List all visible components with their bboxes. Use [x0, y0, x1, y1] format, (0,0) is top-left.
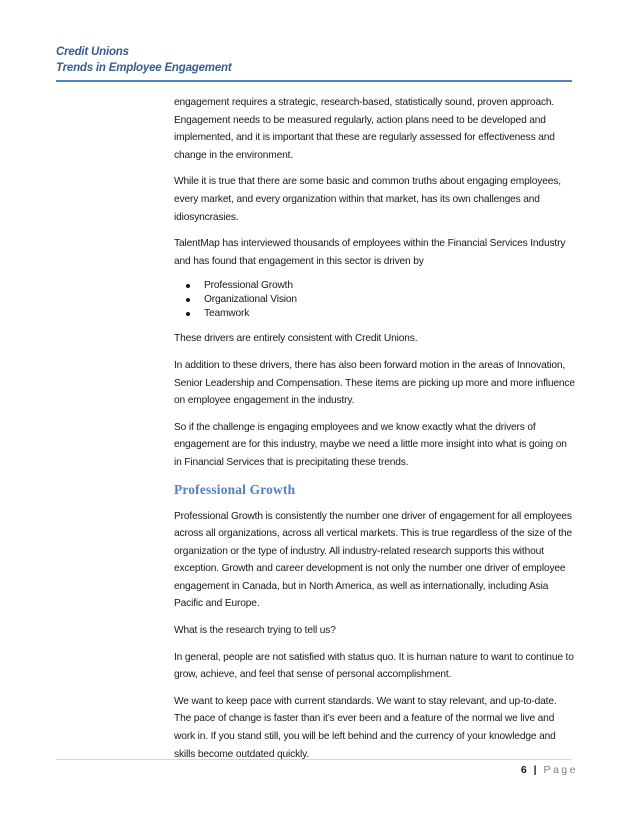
paragraph: TalentMap has interviewed thousands of employees within the Financial Services Industry and has found that engagement in this sector is driven by [174, 238, 566, 267]
section-heading: Professional Growth [174, 481, 296, 497]
paragraph: In general, people are not satisfied with status quo. It is human nature to want to continue to grow, achieve, and feel that sense of personal accomplishment. [174, 651, 574, 681]
page-number: 6 [520, 764, 527, 776]
paragraph: engagement requires a strategic, research-based, statistically sound, proven approach. Engagement needs to be measured regularly, action plans need to be developed and implemented, and it is important that these are regularly assessed for effectiveness and change in the environment. [174, 97, 555, 161]
paragraph: What is the research trying to tell us? [174, 625, 336, 637]
paragraph: We want to keep pace with current standards. We want to stay relevant, and up-to-date. The pace of change is faster than it’s ever been and a feature of the normal we live and work in. If you stand still, you will be left behind and the currency of your knowledge and skills become outdated quickly. [174, 695, 557, 760]
body-content [174, 94, 576, 772]
page-label: Page [543, 764, 578, 776]
paragraph: While it is true that there are some basic and common truths about engaging employees, every market, and every organization within that market, has its own challenges and idiosyncrasies. [174, 176, 561, 223]
page-footer [521, 764, 578, 776]
paragraph: Professional Growth is consistently the number one driver of engagement for all employees across all organizations, across all vertical markets. This is true regardless of the size of the organization or the type of industry. All industry-related research supports this without exception. Growth and career development is not only the number one driver of employee engagement in Canada, but in North America, as well as internationally, including Asia Pacific and Europe. [174, 510, 573, 610]
header-title: Credit Unions [56, 46, 129, 58]
paragraph: In addition to these drivers, there has also been forward motion in the areas of Innovation, Senior Leadership and Compensation. These items are picking up more and more influence on employee engagement in the industry. [174, 359, 575, 407]
drivers-list [174, 279, 576, 321]
footer-separator: | [533, 764, 537, 776]
header-subtitle: Trends in Employee Engagement [56, 62, 232, 74]
paragraph: These drivers are entirely consistent with Credit Unions. [174, 333, 418, 345]
list-item: Organizational Vision [204, 293, 576, 307]
header-divider [56, 80, 572, 82]
list-item: Professional Growth [204, 279, 576, 293]
footer-divider [56, 759, 572, 760]
document-header [56, 44, 231, 76]
paragraph: So if the challenge is engaging employees and we know exactly what the drivers of engagement are for this industry, maybe we need a little more insight into what is going on in Financial Services that is precipitating these trends. [174, 421, 567, 468]
list-item: Teamwork [204, 307, 576, 321]
